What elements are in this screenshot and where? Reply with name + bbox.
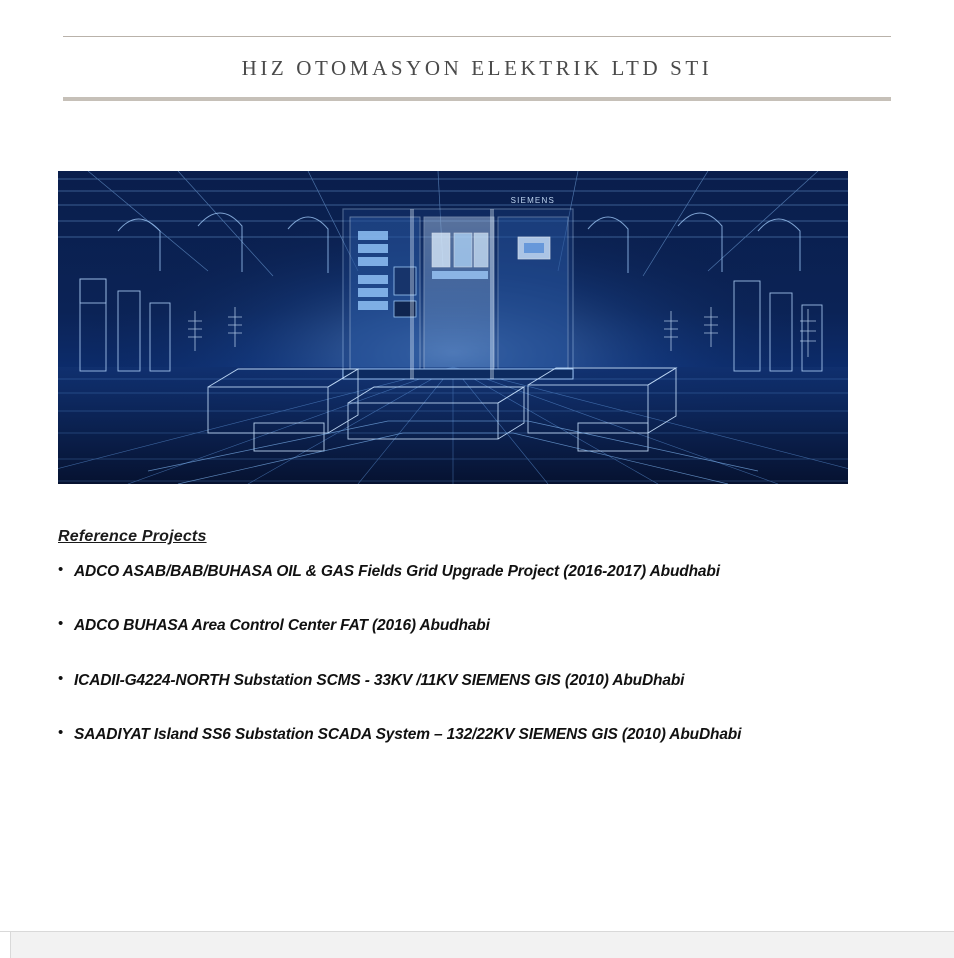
page-footer-strip bbox=[0, 931, 954, 958]
project-text: ADCO BUHASA Area Control Center FAT (2016) Abudhabi bbox=[74, 617, 490, 635]
list-item bbox=[58, 616, 898, 635]
siemens-brand-label: SIEMENS bbox=[510, 196, 555, 205]
bullet-icon: • bbox=[58, 615, 64, 633]
project-text: ICADII-G4224-NORTH Substation SCMS - 33KV /11KV SIEMENS GIS (2010) AbuDhabi bbox=[74, 671, 685, 689]
header-divider-bottom bbox=[63, 97, 891, 101]
list-item bbox=[58, 725, 898, 744]
hero-image bbox=[58, 171, 848, 484]
footer-strip-fill bbox=[10, 932, 954, 958]
reference-projects-section bbox=[58, 528, 898, 780]
bullet-icon: • bbox=[58, 561, 64, 578]
project-list bbox=[58, 562, 898, 745]
bullet-icon: • bbox=[58, 724, 64, 742]
footer-left-block bbox=[0, 932, 11, 958]
project-text: ADCO ASAB/BAB/BUHASA OIL & GAS Fields Grid Upgrade Project (2016-2017) Abudhabi bbox=[74, 563, 720, 580]
project-text: SAADIYAT Island SS6 Substation SCADA System – 132/22KV SIEMENS GIS (2010) AbuDhabi bbox=[74, 726, 742, 744]
company-title: HIZ OTOMASYON ELEKTRIK LTD STI bbox=[241, 56, 713, 80]
substation-wireframe-illustration bbox=[58, 171, 848, 484]
list-item bbox=[58, 671, 898, 690]
list-item bbox=[58, 562, 898, 581]
document-header bbox=[63, 0, 891, 101]
section-heading: Reference Projects bbox=[58, 528, 207, 545]
bullet-icon: • bbox=[58, 669, 64, 687]
